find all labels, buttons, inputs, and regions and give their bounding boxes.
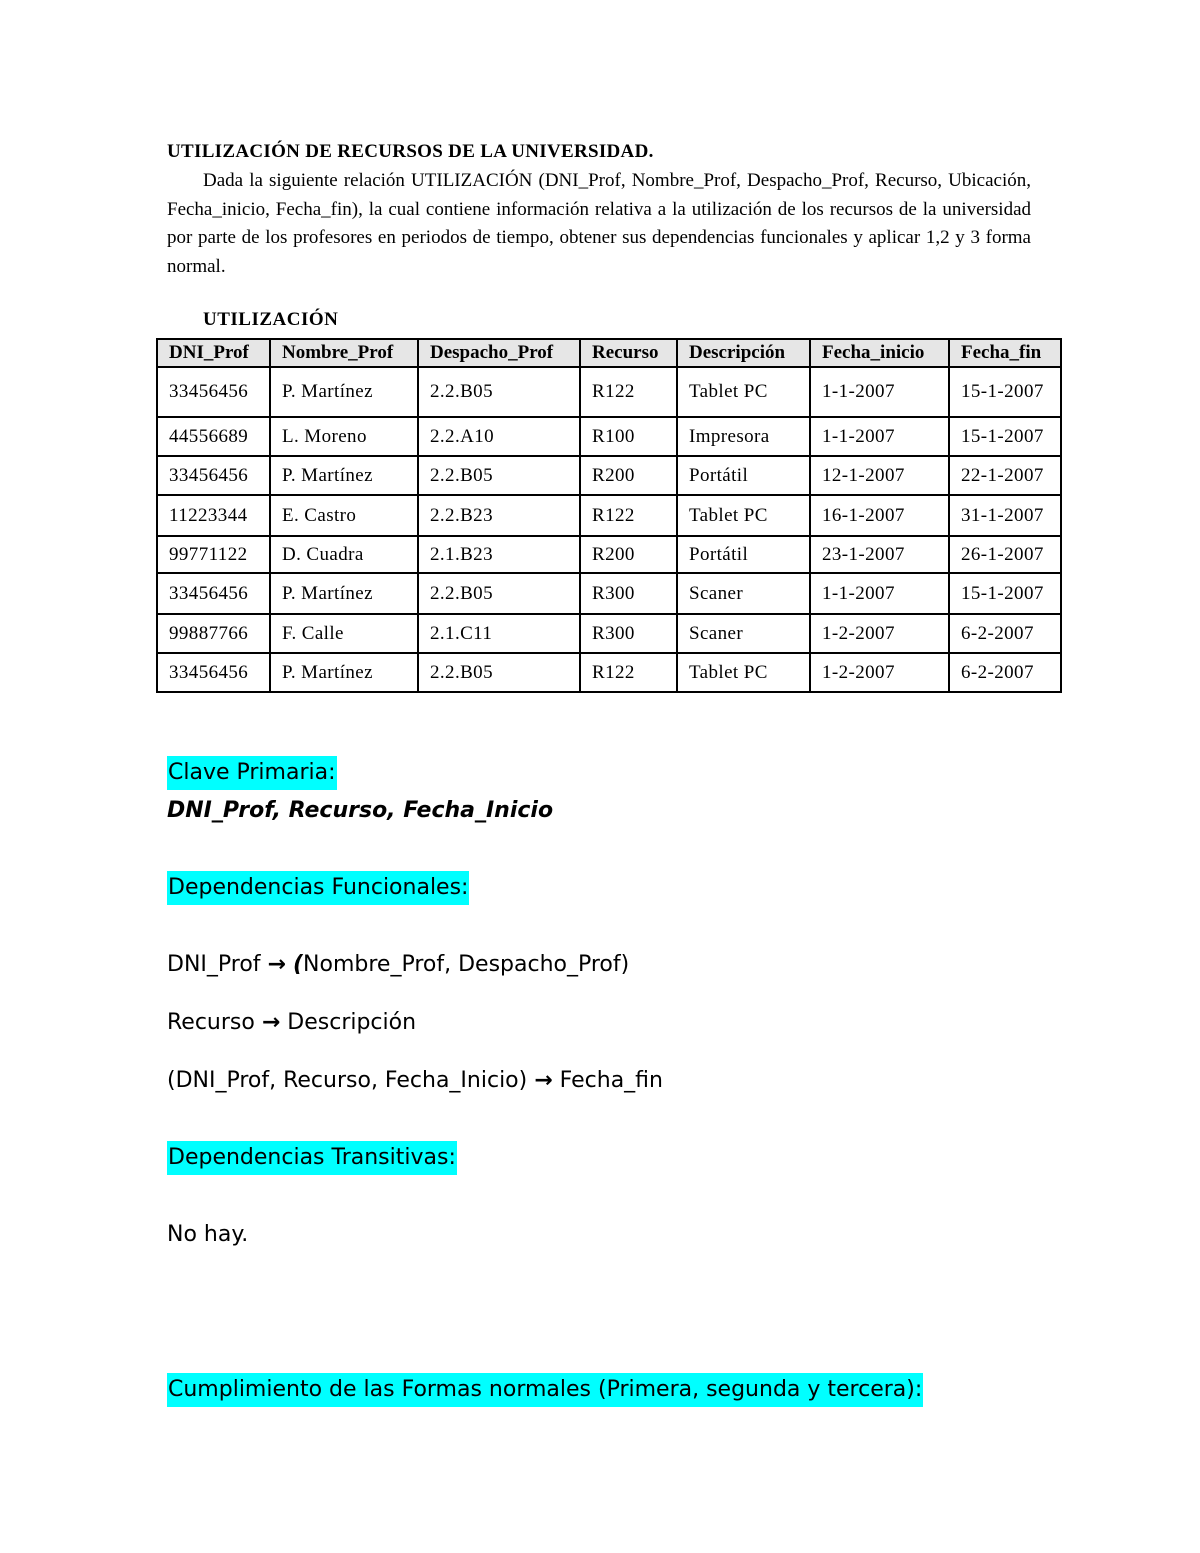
fd-rhs: Fecha_fin: [559, 1068, 663, 1093]
fd-rhs: Nombre_Prof, Despacho_Prof): [303, 952, 630, 977]
table-cell: Portátil: [677, 456, 810, 495]
table-cell: 2.2.A10: [418, 417, 580, 456]
table-caption: UTILIZACIÓN: [203, 309, 339, 330]
table-cell: 99771122: [157, 536, 270, 573]
column-header: DNI_Prof: [157, 339, 270, 367]
table-cell: R122: [580, 367, 677, 417]
table-cell: Tablet PC: [677, 367, 810, 417]
table-cell: 2.2.B05: [418, 367, 580, 417]
column-header: Fecha_fin: [949, 339, 1061, 367]
arrow-icon: →: [261, 1010, 281, 1035]
table-cell: 15-1-2007: [949, 417, 1061, 456]
table-cell: 1-2-2007: [810, 653, 949, 692]
table-row: [157, 653, 1061, 692]
table-row: [157, 495, 1061, 536]
column-header: Despacho_Prof: [418, 339, 580, 367]
arrow-icon: →: [534, 1068, 553, 1093]
table-cell: 1-1-2007: [810, 573, 949, 614]
fd-lhs: DNI_Prof: [167, 952, 261, 977]
column-header: Fecha_inicio: [810, 339, 949, 367]
functional-dependency-1: [167, 950, 629, 980]
table-row: [157, 536, 1061, 573]
primary-key-value: DNI_Prof, Recurso, Fecha_Inicio: [167, 798, 554, 823]
table-cell: 16-1-2007: [810, 495, 949, 536]
table-cell: 44556689: [157, 417, 270, 456]
table-cell: 2.1.C11: [418, 614, 580, 653]
document-title: UTILIZACIÓN DE RECURSOS DE LA UNIVERSIDAD.: [167, 141, 654, 162]
table-cell: 2.1.B23: [418, 536, 580, 573]
table-cell: 1-1-2007: [810, 417, 949, 456]
table-cell: 22-1-2007: [949, 456, 1061, 495]
table-row: [157, 417, 1061, 456]
table-cell: 6-2-2007: [949, 653, 1061, 692]
table-cell: R200: [580, 456, 677, 495]
table-cell: 2.2.B05: [418, 653, 580, 692]
column-header: Descripción: [677, 339, 810, 367]
table-row: [157, 573, 1061, 614]
table-header-row: [157, 339, 1061, 367]
table-cell: 12-1-2007: [810, 456, 949, 495]
functional-dependency-3: [167, 1066, 663, 1096]
table-cell: Tablet PC: [677, 495, 810, 536]
table-cell: F. Calle: [270, 614, 418, 653]
table-cell: P. Martínez: [270, 653, 418, 692]
table-cell: 33456456: [157, 367, 270, 417]
table-cell: R122: [580, 653, 677, 692]
table-cell: 2.2.B23: [418, 495, 580, 536]
table-row: [157, 367, 1061, 417]
table-cell: P. Martínez: [270, 456, 418, 495]
table-cell: 99887766: [157, 614, 270, 653]
table-cell: 33456456: [157, 456, 270, 495]
table-cell: D. Cuadra: [270, 536, 418, 573]
table-cell: 11223344: [157, 495, 270, 536]
table-cell: 1-2-2007: [810, 614, 949, 653]
table-cell: 23-1-2007: [810, 536, 949, 573]
table-row: [157, 456, 1061, 495]
functional-dependencies-heading: Dependencias Funcionales:: [167, 871, 469, 905]
utilization-table: [156, 338, 1062, 693]
table-cell: 6-2-2007: [949, 614, 1061, 653]
table-cell: R122: [580, 495, 677, 536]
transitive-dependencies-value: No hay.: [167, 1222, 249, 1247]
fd-open-paren: (: [292, 952, 304, 977]
fd-rhs: Descripción: [287, 1010, 417, 1035]
table-cell: Scaner: [677, 614, 810, 653]
table-cell: R100: [580, 417, 677, 456]
table-cell: 1-1-2007: [810, 367, 949, 417]
table-cell: Portátil: [677, 536, 810, 573]
primary-key-heading: Clave Primaria:: [167, 756, 337, 790]
table-cell: 33456456: [157, 573, 270, 614]
normal-forms-heading: Cumplimiento de las Formas normales (Primera, segunda y tercera):: [167, 1373, 923, 1407]
table-cell: R200: [580, 536, 677, 573]
transitive-dependencies-heading: Dependencias Transitivas:: [167, 1141, 457, 1175]
table-cell: R300: [580, 614, 677, 653]
table-cell: 15-1-2007: [949, 573, 1061, 614]
table-cell: 15-1-2007: [949, 367, 1061, 417]
table-row: [157, 614, 1061, 653]
table-cell: E. Castro: [270, 495, 418, 536]
table-cell: 33456456: [157, 653, 270, 692]
table-cell: 2.2.B05: [418, 573, 580, 614]
table-cell: P. Martínez: [270, 367, 418, 417]
column-header: Nombre_Prof: [270, 339, 418, 367]
fd-lhs: (DNI_Prof, Recurso, Fecha_Inicio): [167, 1068, 528, 1093]
intro-paragraph: Dada la siguiente relación UTILIZACIÓN (DNI_Prof, Nombre_Prof, Despacho_Prof, Recurso, Ubicación, Fecha_inicio, Fecha_fin), la cual contiene información relativa a la utilización de los recursos de la universidad por parte de los profesores en periodos de tiempo, obtener sus dependencias funcionales y aplicar 1,2 y 3 forma normal.: [167, 170, 1031, 277]
table-cell: R300: [580, 573, 677, 614]
fd-lhs: Recurso: [167, 1010, 255, 1035]
table-cell: Impresora: [677, 417, 810, 456]
table-cell: L. Moreno: [270, 417, 418, 456]
table-cell: P. Martínez: [270, 573, 418, 614]
column-header: Recurso: [580, 339, 677, 367]
table-cell: 26-1-2007: [949, 536, 1061, 573]
functional-dependency-2: [167, 1008, 416, 1038]
arrow-icon: →: [267, 952, 286, 977]
table-cell: 2.2.B05: [418, 456, 580, 495]
table-cell: Scaner: [677, 573, 810, 614]
table-cell: 31-1-2007: [949, 495, 1061, 536]
table-cell: Tablet PC: [677, 653, 810, 692]
